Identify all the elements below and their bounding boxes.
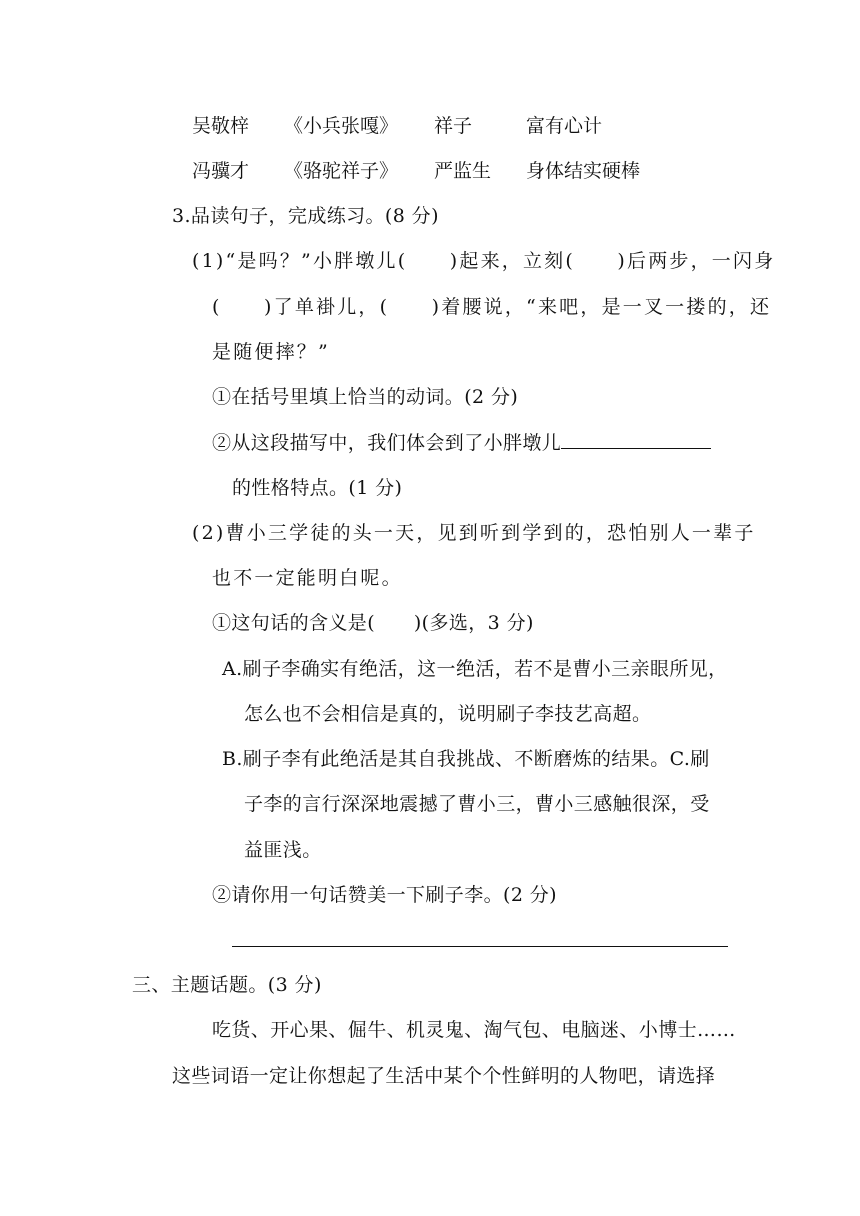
section-3-paragraph: 吃货、开心果、倔牛、机灵鬼、淘气包、电脑迷、小博士…… bbox=[212, 1019, 736, 1041]
match-cell: 《骆驼祥子》 bbox=[284, 160, 399, 182]
q3-part1-sub2-cont: 的性格特点。(1 分) bbox=[232, 477, 403, 499]
q3-part1-sub2 bbox=[212, 428, 711, 457]
match-cell: 冯骥才 bbox=[192, 160, 250, 182]
option-b-cont: 益匪浅。 bbox=[244, 839, 322, 861]
section-3-title: 三、主题话题。(3 分) bbox=[132, 974, 322, 996]
q3-part1-line: 是随便摔？” bbox=[212, 341, 330, 363]
question-3-title: 3.品读句子，完成练习。(8 分) bbox=[172, 205, 439, 227]
option-b-cont: 子李的言行深深地震撼了曹小三，曹小三感触很深，受 bbox=[244, 793, 710, 815]
q3-part1-sub1: ①在括号里填上恰当的动词。(2 分) bbox=[212, 386, 519, 408]
q3-part2-line: 也不一定能明白呢。 bbox=[212, 567, 403, 589]
section-3-paragraph: 这些词语一定让你想起了生活中某个个性鲜明的人物吧，请选择 bbox=[172, 1065, 716, 1087]
answer-line[interactable] bbox=[232, 946, 728, 947]
answer-blank[interactable] bbox=[561, 428, 711, 449]
q3-part1-sub2-text: ②从这段描写中，我们体会到了小胖墩儿 bbox=[212, 432, 562, 454]
q3-part1-line: (1)“是吗？”小胖墩儿( )起来，立刻( )后两步，一闪身 bbox=[192, 250, 776, 272]
option-b: B.刷子李有此绝活是其自我挑战、不断磨炼的结果。C.刷 bbox=[222, 748, 710, 770]
option-a-cont: 怎么也不会相信是真的，说明刷子李技艺高超。 bbox=[244, 703, 652, 725]
match-cell: 富有心计 bbox=[526, 115, 603, 137]
option-a: A.刷子李确实有绝活，这一绝活，若不是曹小三亲眼所见， bbox=[222, 658, 728, 680]
match-cell: 《小兵张嘎》 bbox=[284, 115, 399, 137]
q3-part2-line: (2)曹小三学徒的头一天，见到听到学到的，恐怕别人一辈子 bbox=[192, 522, 756, 544]
q3-part1-line: ( )了单褂儿，( )着腰说，“来吧，是一叉一搂的，还 bbox=[212, 296, 772, 318]
q3-part2-sub2: ②请你用一句话赞美一下刷子李。(2 分) bbox=[212, 884, 557, 906]
match-cell: 严监生 bbox=[434, 160, 492, 182]
match-cell: 祥子 bbox=[434, 115, 473, 137]
match-cell: 身体结实硬棒 bbox=[526, 160, 641, 182]
q3-part2-sub1: ①这句话的含义是( )(多选，3 分) bbox=[212, 612, 534, 634]
match-cell: 吴敬梓 bbox=[192, 115, 250, 137]
